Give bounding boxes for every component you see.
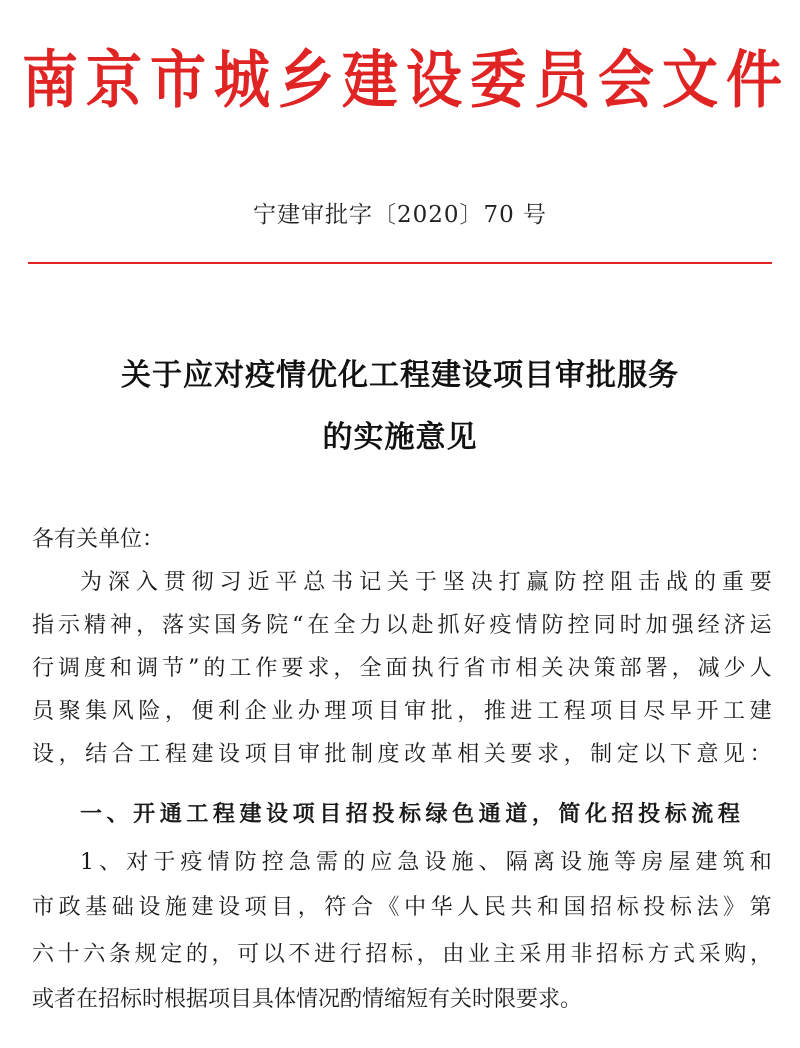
text-char: 深: [107, 570, 130, 595]
text-char: 符: [324, 895, 347, 920]
salutation: 各有关单位：: [32, 527, 165, 552]
text-char: 业: [271, 699, 294, 724]
text-char: 方: [647, 942, 670, 967]
text-char: 工: [229, 656, 252, 681]
text-char: 通: [159, 802, 182, 827]
text-char: 总: [303, 570, 326, 595]
text-char: 指: [32, 613, 55, 638]
text-char: 面: [385, 656, 408, 681]
text-char: 道: [505, 802, 528, 827]
text-char: 重: [721, 570, 744, 595]
text-char: 施: [587, 850, 610, 875]
text-char: 以: [643, 742, 666, 767]
text-char: 程: [212, 802, 235, 827]
text-char: 由: [442, 942, 465, 967]
text-char: 十: [57, 942, 80, 967]
text-char: ，: [211, 942, 234, 967]
text-char: 行: [32, 656, 55, 681]
text-char: 合: [111, 742, 134, 767]
text-char: 程: [164, 742, 187, 767]
text-char: 的: [693, 570, 716, 595]
text-char: 坚: [442, 570, 465, 595]
text-char: 法: [696, 895, 719, 920]
text-char: 目: [271, 742, 294, 767]
text-char: 国: [214, 613, 237, 638]
text-char: 的: [185, 942, 208, 967]
masthead-char: 件: [726, 43, 782, 117]
text-char: 标: [398, 802, 421, 827]
text-char: 色: [452, 802, 475, 827]
text-char: 市: [32, 895, 55, 920]
text-char: 政: [58, 895, 81, 920]
text-char: 程: [563, 699, 586, 724]
paragraph-1-line-4: [32, 697, 772, 727]
text-char: 设: [424, 850, 447, 875]
text-char: 署: [645, 656, 668, 681]
text-char: 落: [162, 613, 185, 638]
text-char: 批: [324, 742, 347, 767]
text-char: 以: [262, 942, 285, 967]
text-char: 度: [84, 656, 107, 681]
text-char: 可: [237, 942, 260, 967]
text-char: 关: [541, 656, 564, 681]
text-char: 招: [590, 895, 613, 920]
text-char: 招: [365, 942, 388, 967]
text-char: 的: [203, 656, 226, 681]
text-char: 工: [723, 699, 746, 724]
text-char: 合: [350, 895, 373, 920]
text-char: ，: [58, 742, 81, 767]
text-char: 屋: [668, 850, 691, 875]
text-char: 标: [664, 802, 687, 827]
text-char: 作: [255, 656, 278, 681]
text-char: 以: [385, 613, 408, 638]
text-char: 打: [498, 570, 521, 595]
text-char: 聚: [58, 699, 81, 724]
text-char: 批: [430, 699, 453, 724]
text-char: 设: [32, 742, 55, 767]
text-char: ，: [333, 656, 356, 681]
text-char: 记: [359, 570, 382, 595]
text-char: 标: [621, 942, 644, 967]
text-char: 决: [470, 570, 493, 595]
text-char: 中: [404, 895, 427, 920]
text-char: 关: [483, 742, 506, 767]
text-char: 便: [191, 699, 214, 724]
text-char: ，: [164, 699, 187, 724]
text-char: 风: [111, 699, 134, 724]
text-char: 尽: [643, 699, 666, 724]
text-char: 建: [191, 895, 214, 920]
masthead-title: [22, 40, 782, 120]
text-char: 急: [397, 850, 420, 875]
text-char: 习: [219, 570, 242, 595]
text-char: 标: [616, 895, 639, 920]
text-char: 人: [749, 656, 772, 681]
paragraph-1-line-5: [32, 740, 772, 770]
text-char: 控: [582, 570, 605, 595]
text-char: 平: [275, 570, 298, 595]
text-char: 度: [377, 742, 400, 767]
paragraph-2-line-3: [32, 940, 772, 970]
text-char: 投: [372, 802, 395, 827]
text-char: 书: [331, 570, 354, 595]
text-char: 审: [297, 742, 320, 767]
paragraph-2-line-1: [80, 848, 772, 878]
text-char: 济: [723, 613, 746, 638]
text-char: 下: [669, 742, 692, 767]
text-char: 推: [483, 699, 506, 724]
text-char: 程: [717, 802, 740, 827]
text-char: 结: [85, 742, 108, 767]
text-char: 要: [281, 656, 304, 681]
text-char: 建: [191, 742, 214, 767]
text-char: 防: [541, 613, 564, 638]
text-char: 对: [126, 850, 149, 875]
text-char: 贯: [163, 570, 186, 595]
text-char: 通: [478, 802, 501, 827]
text-char: 好: [463, 613, 486, 638]
text-char: 建: [239, 802, 262, 827]
text-char: 急: [288, 850, 311, 875]
text-char: 疫: [180, 850, 203, 875]
text-char: 行: [437, 656, 460, 681]
text-char: 全: [333, 613, 356, 638]
masthead-char: 委: [470, 43, 526, 117]
text-char: 隔: [505, 850, 528, 875]
text-char: 关: [386, 570, 409, 595]
text-char: 见: [723, 742, 746, 767]
text-char: 1: [80, 850, 94, 875]
text-char: 房: [641, 850, 664, 875]
text-char: 不: [288, 942, 311, 967]
text-char: 市: [489, 656, 512, 681]
text-char: 战: [666, 570, 689, 595]
text-char: 改: [404, 742, 427, 767]
text-char: 加: [645, 613, 668, 638]
text-char: 策: [593, 656, 616, 681]
text-char: 开: [133, 802, 156, 827]
text-char: 力: [359, 613, 382, 638]
text-char: 精: [84, 613, 107, 638]
text-char: 设: [266, 802, 289, 827]
text-char: 、: [478, 850, 501, 875]
text-char: 控: [567, 613, 590, 638]
text-char: 项: [244, 742, 267, 767]
text-char: 简: [558, 802, 581, 827]
text-char: 示: [58, 613, 81, 638]
text-char: 、: [99, 850, 122, 875]
paragraph-1-line-2: [32, 611, 772, 641]
text-char: 于: [153, 850, 176, 875]
text-char: 目: [616, 699, 639, 724]
masthead-char: 城: [214, 43, 270, 117]
text-char: 标: [669, 895, 692, 920]
text-char: 项: [590, 699, 613, 724]
text-char: 》: [723, 895, 746, 920]
text-char: 共: [510, 895, 533, 920]
text-char: 应: [370, 850, 393, 875]
text-char: 采: [698, 942, 721, 967]
text-char: 集: [85, 699, 108, 724]
text-char: 求: [307, 656, 330, 681]
text-char: 办: [297, 699, 320, 724]
text-char: 要: [510, 742, 533, 767]
text-char: 民: [483, 895, 506, 920]
text-char: 控: [261, 850, 284, 875]
text-char: 节: [162, 656, 185, 681]
text-char: 设: [138, 895, 161, 920]
text-char: 非: [570, 942, 593, 967]
text-char: 相: [457, 742, 480, 767]
text-char: 一: [80, 802, 103, 827]
text-char: 理: [324, 699, 347, 724]
text-char: 进: [314, 942, 337, 967]
text-char: 求: [536, 742, 559, 767]
text-char: 时: [619, 613, 642, 638]
text-char: 和: [536, 895, 559, 920]
masthead-char: 南: [22, 43, 78, 117]
masthead-char: 会: [598, 43, 654, 117]
text-char: 的: [343, 850, 366, 875]
text-char: 行: [339, 942, 362, 967]
text-char: 早: [669, 699, 692, 724]
document-title-line-2: 的实施意见: [322, 420, 478, 455]
text-char: 院: [266, 613, 289, 638]
text-char: 险: [138, 699, 161, 724]
text-char: ，: [297, 895, 320, 920]
text-char: 华: [430, 895, 453, 920]
text-char: 相: [515, 656, 538, 681]
text-char: 进: [510, 699, 533, 724]
text-char: 阻: [610, 570, 633, 595]
document-title-line-1: 关于应对疫情优化工程建设项目审批服务: [121, 358, 679, 393]
text-char: 定: [616, 742, 639, 767]
text-char: ，: [671, 656, 694, 681]
masthead-char: 文: [662, 43, 718, 117]
text-char: 务: [240, 613, 263, 638]
text-char: 利: [218, 699, 241, 724]
paragraph-1-line-1: [80, 568, 772, 598]
text-char: 建: [749, 699, 772, 724]
text-char: ，: [749, 942, 772, 967]
text-char: 工: [138, 742, 161, 767]
text-char: 设: [218, 742, 241, 767]
text-char: 实: [188, 613, 211, 638]
text-char: 招: [611, 802, 634, 827]
text-char: 意: [696, 742, 719, 767]
text-char: 目: [271, 895, 294, 920]
text-char: 在: [307, 613, 330, 638]
text-char: 定: [160, 942, 183, 967]
text-char: 人: [457, 895, 480, 920]
text-char: 近: [247, 570, 270, 595]
text-char: 调: [136, 656, 159, 681]
text-char: 项: [292, 802, 315, 827]
text-char: 少: [723, 656, 746, 681]
text-char: ”: [188, 656, 200, 681]
text-char: 第: [749, 895, 772, 920]
text-char: 项: [244, 895, 267, 920]
text-char: 抓: [437, 613, 460, 638]
text-char: 执: [411, 656, 434, 681]
text-char: 施: [164, 895, 187, 920]
paragraph-2-line-2: [32, 893, 772, 923]
text-char: 防: [554, 570, 577, 595]
text-char: 企: [244, 699, 267, 724]
text-char: 疫: [489, 613, 512, 638]
text-char: 入: [135, 570, 158, 595]
masthead-char: 乡: [278, 43, 334, 117]
text-char: 标: [390, 942, 413, 967]
text-char: 同: [593, 613, 616, 638]
text-char: 式: [673, 942, 696, 967]
document-number: 宁建审批字〔2020〕70 号: [252, 202, 548, 228]
text-char: 革: [430, 742, 453, 767]
text-char: 投: [638, 802, 661, 827]
text-char: 减: [697, 656, 720, 681]
masthead-char: 市: [150, 43, 206, 117]
text-char: 六: [32, 942, 55, 967]
text-char: 部: [619, 656, 642, 681]
text-char: 情: [207, 850, 230, 875]
text-char: 运: [749, 613, 772, 638]
text-char: 业: [467, 942, 490, 967]
text-char: ，: [457, 699, 480, 724]
text-char: 基: [85, 895, 108, 920]
red-divider-line: [28, 262, 772, 264]
text-char: 等: [614, 850, 637, 875]
text-char: 为: [80, 570, 103, 595]
text-char: 目: [319, 802, 342, 827]
text-char: 调: [58, 656, 81, 681]
text-char: 赴: [411, 613, 434, 638]
text-char: 投: [643, 895, 666, 920]
text-char: 筑: [722, 850, 745, 875]
text-char: 神: [110, 613, 133, 638]
text-char: 建: [695, 850, 718, 875]
text-char: 设: [218, 895, 241, 920]
text-char: ，: [416, 942, 439, 967]
text-char: 条: [108, 942, 131, 967]
text-char: 决: [567, 656, 590, 681]
text-char: 化: [584, 802, 607, 827]
text-char: “: [292, 613, 304, 638]
text-char: 于: [414, 570, 437, 595]
section-1-heading: [80, 800, 740, 830]
text-char: 强: [671, 613, 694, 638]
text-char: 制: [590, 742, 613, 767]
text-char: 和: [749, 850, 772, 875]
text-char: 经: [697, 613, 720, 638]
masthead-char: 员: [534, 43, 590, 117]
text-char: 招: [345, 802, 368, 827]
text-char: 彻: [191, 570, 214, 595]
text-char: 制: [350, 742, 373, 767]
text-char: 采: [519, 942, 542, 967]
text-char: 国: [563, 895, 586, 920]
text-char: 六: [83, 942, 106, 967]
text-char: 需: [315, 850, 338, 875]
text-char: 绿: [425, 802, 448, 827]
text-char: 用: [544, 942, 567, 967]
text-char: 工: [186, 802, 209, 827]
text-char: 施: [451, 850, 474, 875]
text-char: 招: [596, 942, 619, 967]
text-char: 离: [532, 850, 555, 875]
paragraph-1-line-3: [32, 654, 772, 684]
text-char: ，: [531, 802, 554, 827]
text-char: 项: [350, 699, 373, 724]
text-char: 审: [404, 699, 427, 724]
text-char: 防: [234, 850, 257, 875]
masthead-char: 建: [342, 43, 398, 117]
text-char: 购: [724, 942, 747, 967]
paragraph-2-line-4: 或者在招标时根据项目具体情况酌情缩短有关时限要求。: [32, 987, 583, 1012]
text-char: 设: [559, 850, 582, 875]
text-char: 全: [359, 656, 382, 681]
masthead-char: 京: [86, 43, 142, 117]
text-char: ，: [136, 613, 159, 638]
text-char: 目: [377, 699, 400, 724]
text-char: 、: [106, 802, 129, 827]
masthead-char: 设: [406, 43, 462, 117]
text-char: 规: [134, 942, 157, 967]
text-char: 《: [377, 895, 400, 920]
text-char: 主: [493, 942, 516, 967]
text-char: 础: [111, 895, 134, 920]
text-char: 情: [515, 613, 538, 638]
text-char: 击: [638, 570, 661, 595]
text-char: 员: [32, 699, 55, 724]
text-char: 和: [110, 656, 133, 681]
text-char: 工: [536, 699, 559, 724]
text-char: 要: [749, 570, 772, 595]
text-char: 省: [463, 656, 486, 681]
text-char: ，: [563, 742, 586, 767]
text-char: 流: [691, 802, 714, 827]
text-char: ：: [749, 742, 772, 767]
text-char: 赢: [526, 570, 549, 595]
text-char: 开: [696, 699, 719, 724]
